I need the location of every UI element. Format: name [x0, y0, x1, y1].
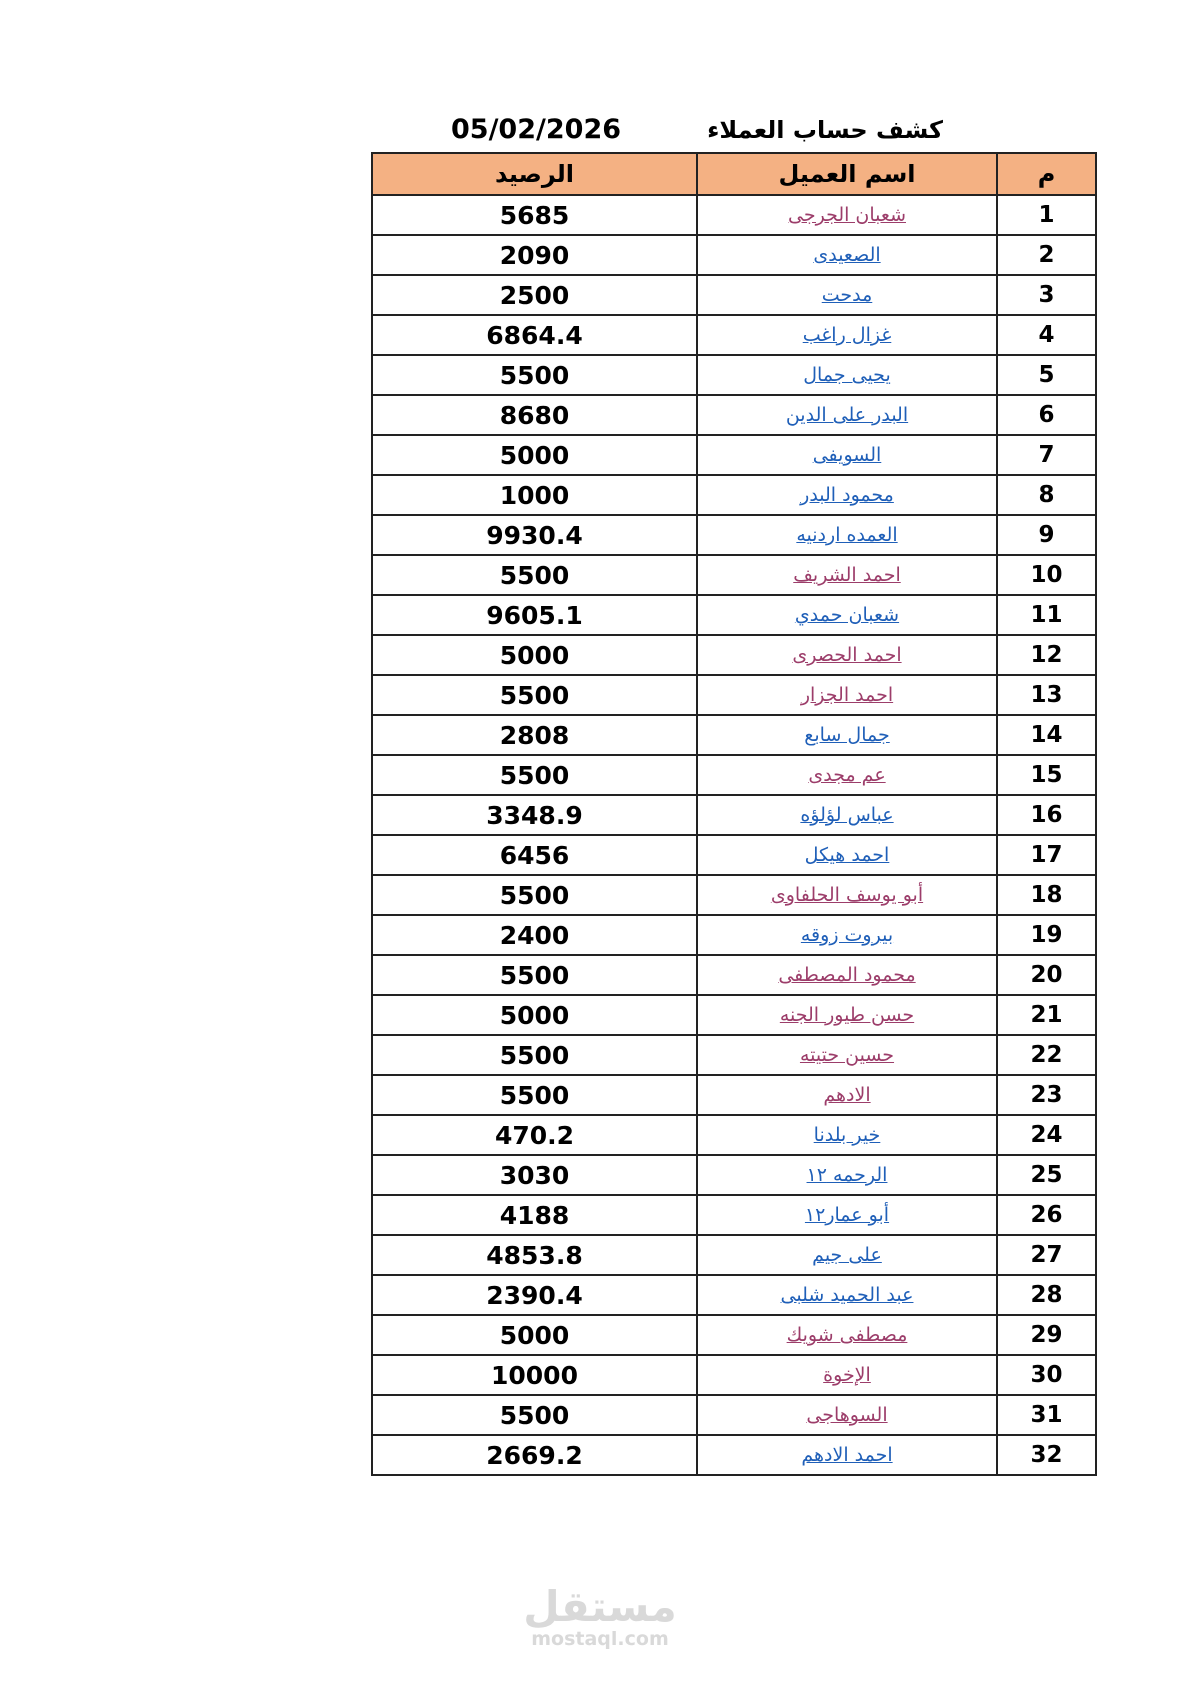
table-row [372, 755, 1096, 795]
row-number: 16 [997, 795, 1096, 835]
row-number: 21 [997, 995, 1096, 1035]
balance-cell: 5000 [372, 1315, 697, 1355]
customer-name-cell [697, 595, 997, 635]
customer-name-link[interactable]: الإخوة [823, 1364, 871, 1386]
watermark-logo-arabic: مستقل [523, 1582, 677, 1631]
table-body [372, 195, 1096, 1475]
customer-name-cell [697, 275, 997, 315]
table-row [372, 1315, 1096, 1355]
customer-name-link[interactable]: الرحمه ١٢ [806, 1164, 888, 1186]
mostaql-watermark [520, 1582, 680, 1650]
balance-cell: 4853.8 [372, 1235, 697, 1275]
customer-name-cell [697, 395, 997, 435]
table-row [372, 1115, 1096, 1155]
balance-cell: 5000 [372, 995, 697, 1035]
customer-name-link[interactable]: البدر على الدين [785, 404, 909, 426]
customer-name-cell [697, 1235, 997, 1275]
row-number: 30 [997, 1355, 1096, 1395]
row-number: 29 [997, 1315, 1096, 1355]
customer-name-cell [697, 1115, 997, 1155]
row-number: 19 [997, 915, 1096, 955]
table-row [372, 1395, 1096, 1435]
customer-name-link[interactable]: عم مجدى [808, 764, 886, 786]
report-date: 05/02/2026 [451, 114, 622, 145]
customer-name-link[interactable]: مدحت [821, 284, 873, 306]
balance-cell: 5500 [372, 355, 697, 395]
row-number: 3 [997, 275, 1096, 315]
table-row [372, 635, 1096, 675]
customer-name-cell [697, 675, 997, 715]
row-number: 15 [997, 755, 1096, 795]
customer-name-cell [697, 435, 997, 475]
balance-cell: 2808 [372, 715, 697, 755]
customer-name-link[interactable]: غزال راغب [802, 324, 892, 346]
balance-cell: 2090 [372, 235, 697, 275]
balance-cell: 9930.4 [372, 515, 697, 555]
customer-name-cell [697, 995, 997, 1035]
balance-cell: 8680 [372, 395, 697, 435]
customer-name-cell [697, 915, 997, 955]
row-number: 31 [997, 1395, 1096, 1435]
customer-name-link[interactable]: مصطفى شويك [786, 1324, 908, 1346]
table-row [372, 315, 1096, 355]
balance-cell: 5500 [372, 875, 697, 915]
table-row [372, 1275, 1096, 1315]
customer-name-link[interactable]: السويفى [812, 444, 882, 466]
customer-name-link[interactable]: شعبان الجرجى [788, 204, 906, 226]
balance-cell: 5500 [372, 1395, 697, 1435]
table-row [372, 915, 1096, 955]
customer-name-cell [697, 955, 997, 995]
table-row [372, 1235, 1096, 1275]
row-number: 32 [997, 1435, 1096, 1475]
customer-name-cell [697, 1355, 997, 1395]
balance-cell: 2390.4 [372, 1275, 697, 1315]
customer-name-link[interactable]: احمد الجزار [800, 684, 894, 706]
customer-name-cell [697, 555, 997, 595]
row-number: 23 [997, 1075, 1096, 1115]
customer-name-cell [697, 795, 997, 835]
customer-name-cell [697, 1195, 997, 1235]
customer-name-cell [697, 1035, 997, 1075]
table-row [372, 955, 1096, 995]
customer-name-cell [697, 1395, 997, 1435]
row-number: 28 [997, 1275, 1096, 1315]
balance-cell: 6456 [372, 835, 697, 875]
customer-name-link[interactable]: خير بلدنا [813, 1124, 881, 1146]
row-number: 1 [997, 195, 1096, 235]
row-number: 27 [997, 1235, 1096, 1275]
row-number: 12 [997, 635, 1096, 675]
table-row [372, 1155, 1096, 1195]
balance-cell: 5500 [372, 555, 697, 595]
customer-name-link[interactable]: على جيم [812, 1244, 882, 1266]
row-number: 10 [997, 555, 1096, 595]
row-number: 14 [997, 715, 1096, 755]
row-number: 5 [997, 355, 1096, 395]
customer-name-cell [697, 1435, 997, 1475]
row-number: 26 [997, 1195, 1096, 1235]
table-row [372, 715, 1096, 755]
balance-cell: 2400 [372, 915, 697, 955]
balance-cell: 5500 [372, 675, 697, 715]
page-header [371, 112, 1095, 152]
customer-name-cell [697, 1155, 997, 1195]
row-number: 13 [997, 675, 1096, 715]
customer-name-link[interactable]: الصعيدى [813, 244, 881, 266]
table-row [372, 355, 1096, 395]
customer-name-cell [697, 315, 997, 355]
column-header-customer-name: اسم العميل [697, 153, 997, 195]
balance-cell: 2500 [372, 275, 697, 315]
table-row [372, 435, 1096, 475]
balance-cell: 5500 [372, 1035, 697, 1075]
customer-name-link[interactable]: محمود المصطفى [778, 964, 916, 986]
customer-name-cell [697, 715, 997, 755]
customer-name-cell [697, 755, 997, 795]
balance-cell: 5500 [372, 755, 697, 795]
row-number: 18 [997, 875, 1096, 915]
balance-cell: 10000 [372, 1355, 697, 1395]
customer-name-link[interactable]: جمال سابع [804, 724, 890, 746]
row-number: 24 [997, 1115, 1096, 1155]
customer-name-link[interactable]: العمده اردنيه [796, 524, 898, 546]
column-header-number: م [997, 153, 1096, 195]
balance-cell: 4188 [372, 1195, 697, 1235]
row-number: 20 [997, 955, 1096, 995]
balance-cell: 1000 [372, 475, 697, 515]
customer-name-link[interactable]: محمود البدر [800, 484, 894, 506]
customer-name-cell [697, 235, 997, 275]
table-row [372, 675, 1096, 715]
customer-name-link[interactable]: يحيى جمال [803, 364, 891, 386]
table-header-row [372, 153, 1096, 195]
balance-cell: 5685 [372, 195, 697, 235]
customer-name-link[interactable]: عباس لؤلؤه [800, 804, 894, 826]
row-number: 17 [997, 835, 1096, 875]
table-row [372, 835, 1096, 875]
table-row [372, 995, 1096, 1035]
table-row [372, 1435, 1096, 1475]
customer-name-link[interactable]: الادهم [823, 1084, 871, 1106]
customer-name-link[interactable]: أبو يوسف الحلفاوى [770, 884, 924, 906]
table-row [372, 795, 1096, 835]
customer-name-link[interactable]: احمد هيكل [804, 844, 890, 866]
row-number: 8 [997, 475, 1096, 515]
balance-cell: 5000 [372, 635, 697, 675]
customer-name-link[interactable]: أبو عمار١٢ [804, 1204, 890, 1226]
row-number: 11 [997, 595, 1096, 635]
row-number: 9 [997, 515, 1096, 555]
row-number: 6 [997, 395, 1096, 435]
table-row [372, 475, 1096, 515]
balance-cell: 5500 [372, 955, 697, 995]
balance-cell: 3348.9 [372, 795, 697, 835]
row-number: 22 [997, 1035, 1096, 1075]
table-row [372, 235, 1096, 275]
customer-name-link[interactable]: حسين حتيته [799, 1044, 895, 1066]
table-row [372, 515, 1096, 555]
balance-cell: 9605.1 [372, 595, 697, 635]
balance-cell: 3030 [372, 1155, 697, 1195]
customer-name-cell [697, 635, 997, 675]
balance-cell: 2669.2 [372, 1435, 697, 1475]
customer-name-link[interactable]: احمد الحصرى [792, 644, 902, 666]
customer-name-link[interactable]: حسن طيور الجنه [779, 1004, 915, 1026]
table-row [372, 1355, 1096, 1395]
customer-name-link[interactable]: بيروت زوقه [800, 924, 894, 946]
customer-name-link[interactable]: السوهاجى [806, 1404, 888, 1426]
table-row [372, 1075, 1096, 1115]
customer-name-link[interactable]: احمد الادهم [801, 1444, 893, 1466]
customer-name-cell [697, 475, 997, 515]
customer-name-link[interactable]: احمد الشريف [793, 564, 901, 586]
customer-name-cell [697, 515, 997, 555]
table-row [372, 1195, 1096, 1235]
table-row [372, 555, 1096, 595]
table-row [372, 275, 1096, 315]
customer-name-cell [697, 1315, 997, 1355]
balance-cell: 5500 [372, 1075, 697, 1115]
row-number: 4 [997, 315, 1096, 355]
customer-name-cell [697, 195, 997, 235]
customer-name-cell [697, 1075, 997, 1115]
customer-name-cell [697, 875, 997, 915]
balance-cell: 470.2 [372, 1115, 697, 1155]
row-number: 2 [997, 235, 1096, 275]
customer-name-link[interactable]: عبد الحميد شلبى [780, 1284, 914, 1306]
table-row [372, 195, 1096, 235]
customer-name-cell [697, 355, 997, 395]
customer-name-link[interactable]: شعبان حمدي [794, 604, 900, 626]
watermark-logo-latin: mostaql.com [531, 1628, 669, 1650]
balance-cell: 5000 [372, 435, 697, 475]
table-row [372, 1035, 1096, 1075]
column-header-balance: الرصيد [372, 153, 697, 195]
balance-cell: 6864.4 [372, 315, 697, 355]
customer-name-cell [697, 835, 997, 875]
customer-balance-table [371, 152, 1097, 1476]
customer-name-cell [697, 1275, 997, 1315]
table-row [372, 595, 1096, 635]
report-title: كشف حساب العملاء [707, 116, 943, 144]
table-row [372, 875, 1096, 915]
row-number: 25 [997, 1155, 1096, 1195]
row-number: 7 [997, 435, 1096, 475]
table-row [372, 395, 1096, 435]
